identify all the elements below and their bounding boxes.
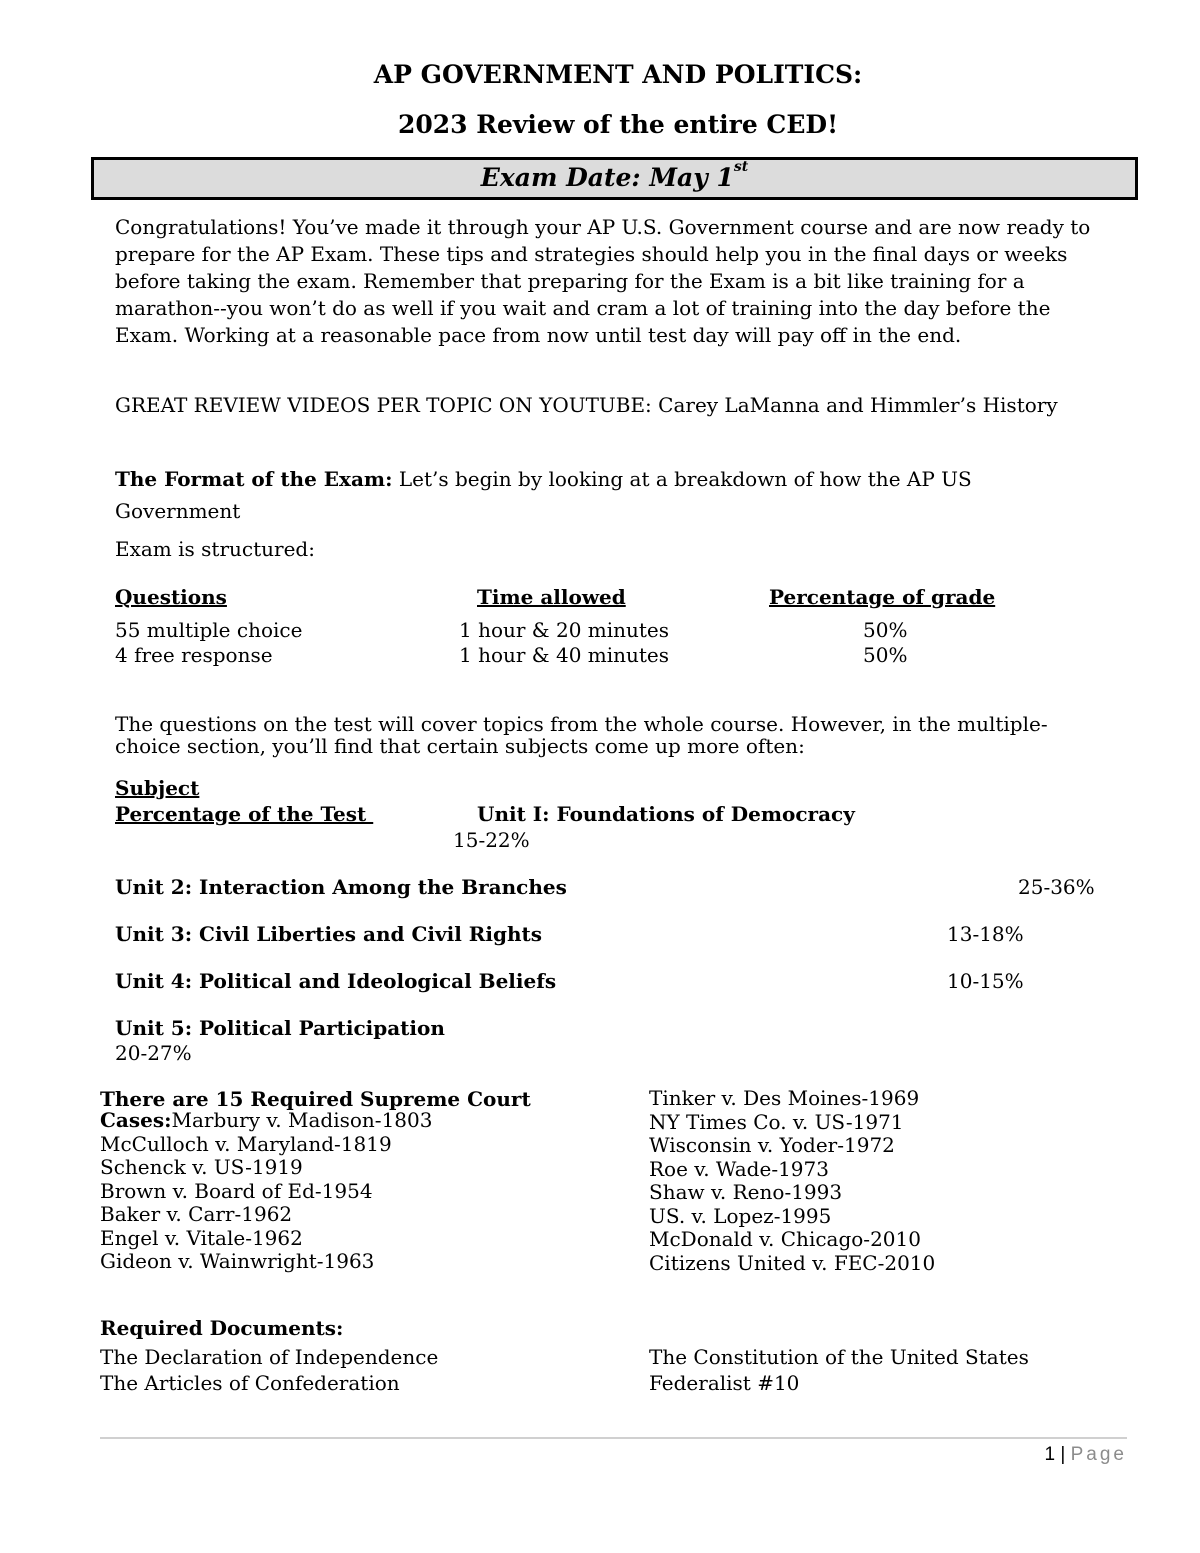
- unit-percent: 25-36%: [1018, 875, 1095, 899]
- footer-divider: [100, 1437, 1127, 1439]
- exam-date-box: [91, 157, 1138, 200]
- format-heading: The Format of the Exam:: [115, 467, 393, 491]
- page-subtitle: 2023 Review of the entire CED!: [397, 110, 839, 139]
- document-item: The Constitution of the United States: [649, 1345, 1029, 1369]
- document-item: Federalist #10: [649, 1371, 800, 1395]
- format-intro: [115, 467, 972, 491]
- page-label: Page: [1070, 1444, 1127, 1465]
- cases-heading: There are 15 Required Supreme Court: [100, 1087, 531, 1111]
- format-row-question: 4 free response: [115, 643, 273, 667]
- case-item: US. v. Lopez-1995: [649, 1203, 832, 1228]
- format-text-line2: Government: [115, 499, 241, 523]
- document-item: The Declaration of Independence: [100, 1345, 439, 1369]
- exam-date: [94, 159, 1135, 192]
- column-header-percentage: Percentage of grade: [769, 585, 996, 609]
- case-item: Wisconsin v. Yoder-1972: [649, 1133, 895, 1157]
- case-item: Schenck v. US-1919: [100, 1155, 303, 1179]
- format-text-line1: Let’s begin by looking at a breakdown of how the AP US: [392, 467, 972, 491]
- case-item: Baker v. Carr-1962: [100, 1202, 293, 1226]
- case-item: Brown v. Board of Ed-1954: [100, 1178, 373, 1203]
- format-row-time: 1 hour & 40 minutes: [459, 643, 670, 667]
- format-text-line3: Exam is structured:: [115, 537, 315, 561]
- format-row-time: 1 hour & 20 minutes: [459, 618, 670, 642]
- unit-percent: 10-15%: [947, 969, 1024, 993]
- format-row-question: 55 multiple choice: [115, 618, 303, 642]
- case-item: McCulloch v. Maryland-1819: [100, 1131, 392, 1156]
- footer-separator: |: [1055, 1444, 1071, 1465]
- documents-heading: Required Documents:: [100, 1316, 344, 1340]
- unit-name: Unit 4: Political and Ideological Beliefs: [115, 969, 557, 993]
- unit-name: Unit I: Foundations of Democracy: [477, 802, 855, 826]
- document-item: The Articles of Confederation: [100, 1371, 400, 1395]
- review-videos-note: GREAT REVIEW VIDEOS PER TOPIC ON YOUTUBE: Carey LaManna and Himmler’s History: [115, 393, 1058, 417]
- exam-date-suffix: st: [733, 159, 749, 175]
- exam-date-label: Exam Date: May 1: [480, 163, 734, 192]
- coverage-intro: The questions on the test will cover topics from the whole course. However, in the multiple-choice section, you’ll find that certain subjects come up more often:: [115, 712, 1048, 758]
- column-header-time: Time allowed: [477, 585, 626, 609]
- case-item: Shaw v. Reno-1993: [649, 1180, 843, 1204]
- percent-header: Percentage of the Test: [115, 802, 374, 826]
- documents-left-list: [100, 1344, 438, 1396]
- case-item: NY Times Co. v. US-1971: [649, 1109, 904, 1134]
- unit-percent: 13-18%: [947, 922, 1024, 946]
- page-footer: [1045, 1444, 1127, 1466]
- unit-percent: 20-27%: [115, 1041, 192, 1065]
- cases-left-list: [100, 1109, 432, 1274]
- format-row-percent: 50%: [863, 618, 908, 642]
- case-item: McDonald v. Chicago-2010: [649, 1227, 921, 1251]
- cases-right-list: [649, 1087, 935, 1275]
- case-item: [100, 1109, 432, 1133]
- documents-right-list: [649, 1344, 1029, 1396]
- case-name: Marbury v. Madison-1803: [171, 1108, 433, 1132]
- case-item: Gideon v. Wainwright-1963: [100, 1249, 375, 1273]
- intro-paragraph: Congratulations! You’ve made it through your AP U.S. Government course and are now ready to prepare for the AP Exam. These tips and strategies should help you in the final days or weeks before taking the exam. Remember that preparing for the Exam is a bit like training for a marathon--you won’t do as well if you wait and cram a lot of training into the day before the Exam. Working at a reasonable pace from now until test day will pay off in the end.: [115, 215, 1091, 347]
- unit-percent: 15-22%: [453, 828, 530, 852]
- subject-header: Subject: [115, 776, 200, 800]
- page-number: 1: [1044, 1444, 1056, 1465]
- unit-name: Unit 2: Interaction Among the Branches: [115, 875, 567, 899]
- page-title: AP GOVERNMENT AND POLITICS:: [373, 60, 863, 89]
- cases-heading-cont: Cases:: [100, 1108, 172, 1132]
- unit-name: Unit 3: Civil Liberties and Civil Rights: [115, 922, 543, 946]
- case-item: Engel v. Vitale-1962: [100, 1225, 303, 1250]
- case-item: Roe v. Wade-1973: [649, 1156, 829, 1181]
- case-item: Tinker v. Des Moines-1969: [649, 1086, 920, 1110]
- case-item: Citizens United v. FEC-2010: [649, 1250, 936, 1275]
- column-header-questions: Questions: [115, 585, 227, 609]
- format-row-percent: 50%: [863, 643, 908, 667]
- unit-name: Unit 5: Political Participation: [115, 1016, 445, 1040]
